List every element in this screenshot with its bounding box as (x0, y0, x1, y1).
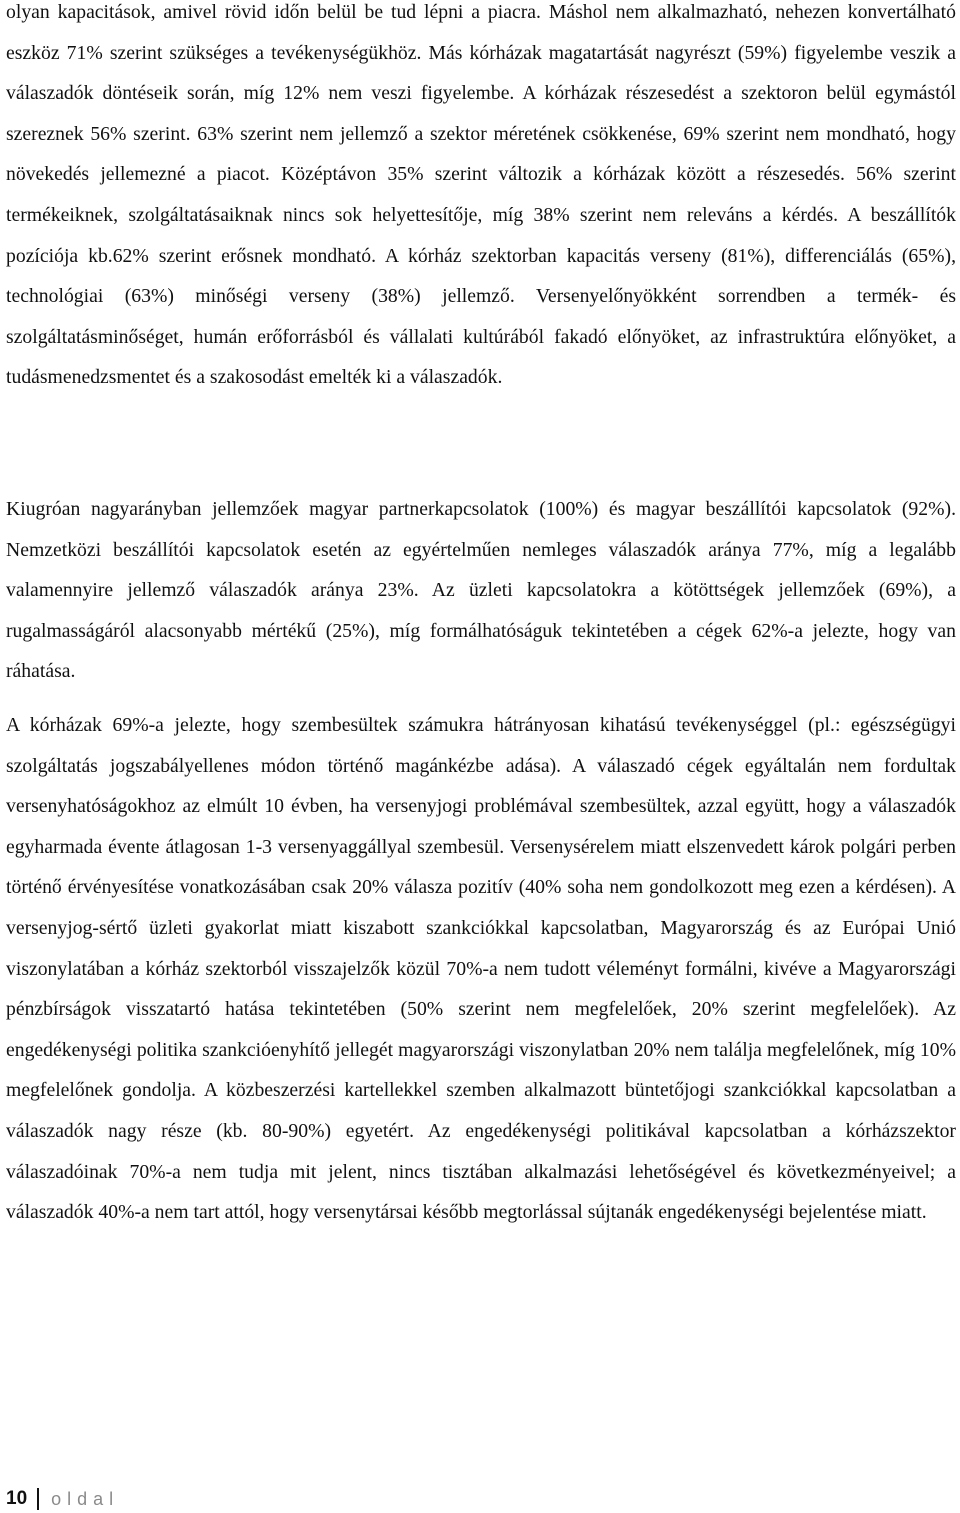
page-number: 10 (6, 1488, 28, 1509)
body-paragraph: olyan kapacitások, amivel rövid időn belül be tud lépni a piacra. Máshol nem alkalmazható, nehezen konvertálható eszköz 71% szerint szükséges a tevékenységükhöz. Más kórházak magatartását nagyrészt (59%) figyelembe veszik a válaszadók döntéseik során, míg 12% nem veszi figyelembe. A kórházak részesedést a szektoron belül egymástól szereznek 56% szerint. 63% szerint nem jellemző a szektor méretének csökkenése, 69% szerint nem mondható, hogy növekedés jellemezné a piacot. Középtávon 35% szerint változik a kórházak között a részesedés. 56% szerint termékeiknek, szolgáltatásaiknak nincs sok helyettesítője, míg 38% szerint nem releváns a kérdés. A beszállítók pozíciója kb.62% szerint erősnek mondható. A kórház szektorban kapacitás verseny (81%), differenciálás (65%), technológiai (63%) minőségi verseny (38%) jellemző. Versenyelőnyökként sorrendben a termék- és szolgáltatásminőséget, humán erőforrásból és vállalati kultúrából fakadó előnyöket, az infrastruktúra előnyöket, a tudásmenedzsmentet és a szakosodást emelték ki a válaszadók. (6, 1, 956, 389)
body-paragraph: Kiugróan nagyarányban jellemzőek magyar partnerkapcsolatok (100%) és magyar beszállítói kapcsolatok (92%). Nemzetközi beszállítói kapcsolatok esetén az egyértelműen nemleges válaszadók aránya 77%, míg a legalább valamennyire jellemző válaszadók aránya 23%. Az üzleti kapcsolatokra a kötöttségek jellemzőek (69%), a rugalmasságáról alacsonyabb mértékű (25%), míg formálhatóságuk tekintetében a cégek 62%-a jelezte, hogy van ráhatása. (6, 498, 956, 683)
footer-divider (37, 1488, 39, 1510)
page-footer (6, 1486, 119, 1512)
page-label: oldal (51, 1488, 120, 1509)
body-paragraph: A kórházak 69%-a jelezte, hogy szembesültek számukra hátrányosan kihatású tevékenységgel (pl.: egészségügyi szolgáltatás jogszabályellenes módon történő magánkézbe adása). A válaszadó cégek egyáltalán nem fordultak versenyhatóságokhoz az elmúlt 10 évben, ha versenyjogi problémával szembesültek, azzal együtt, hogy a válaszadók egyharmada évente átlagosan 1-3 versenyaggállyal szembesül. Versenysérelem miatt elszenvedett károk polgári perben történő érvényesítése vonatkozásában csak 20% válasza pozitív (40% soha nem gondolkozott meg ezen a kérdésen). A versenyjog-sértő üzleti gyakorlat miatt kiszabott szankciókkal kapcsolatban, Magyarország és az Európai Unió viszonylatában a kórház szektorból visszajelzők közül 70%-a nem tudott véleményt formálni, kivéve a Magyarországi pénzbírságok visszatartó hatása tekintetében (50% szerint nem megfelelőek, 20% szerint megfelelőek). Az engedékenységi politika szankcióenyhítő jellegét magyarországi viszonylatban 20% nem találja megfelelőnek, míg 10% megfelelőnek gondolja. A közbeszerzési kartellekkel szemben alkalmazott büntetőjogi szankciókkal kapcsolatban a válaszadók nagy része (kb. 80-90%) egyetért. Az engedékenységi politikával kapcsolatban a kórházszektor válaszadóinak 70%-a nem tudja mit jelent, nincs tisztában alkalmazási lehetőségével és következményeivel; a válaszadók 40%-a nem tart attól, hogy versenytársai később megtorlással sújtanák engedékenységi bejelentése miatt. (6, 714, 956, 1224)
